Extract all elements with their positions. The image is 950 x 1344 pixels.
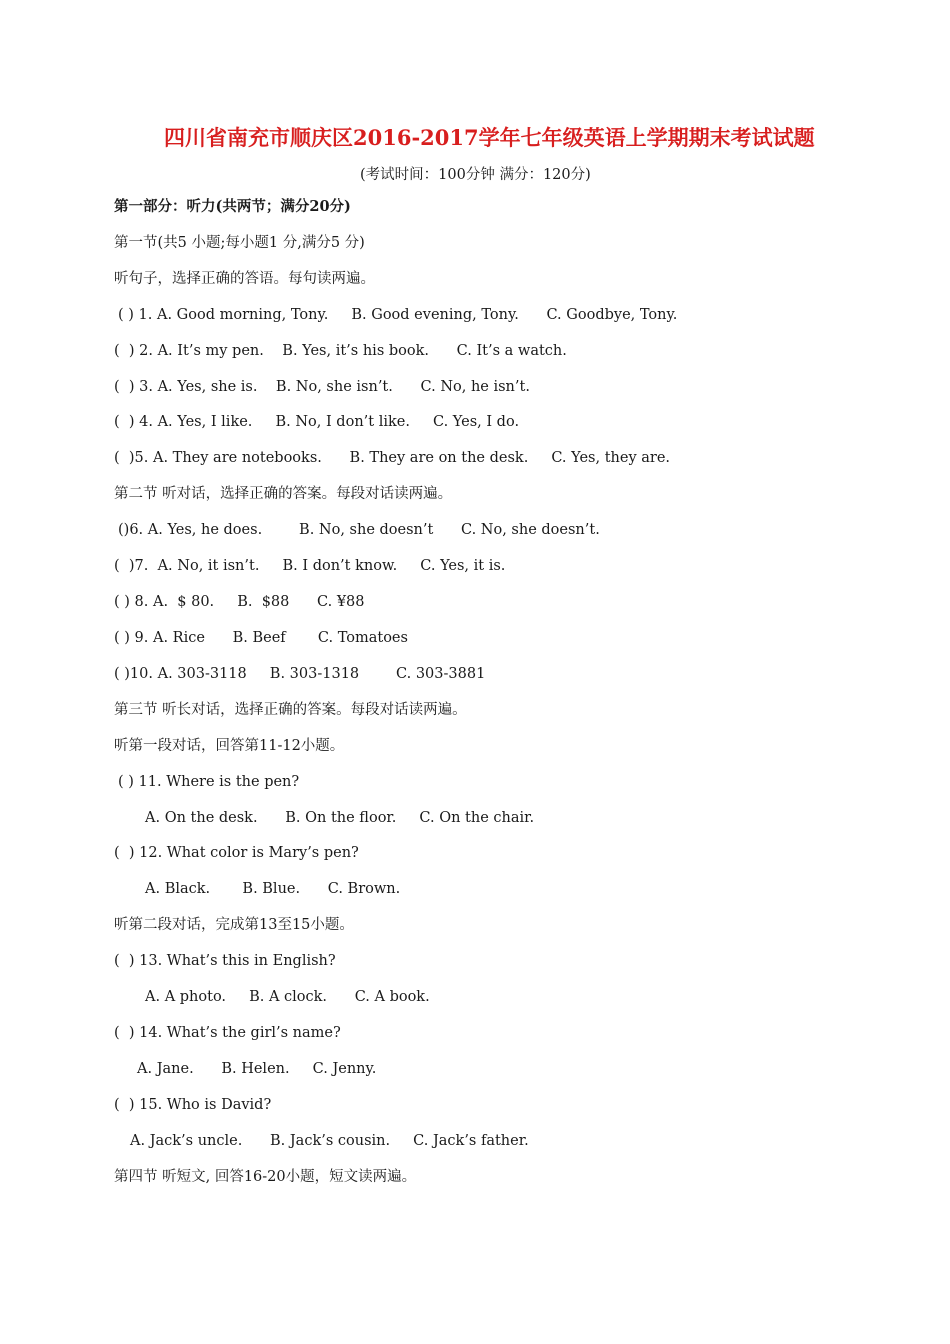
- question-2: ( ) 2. A. It’s my pen. B. Yes, it’s his book. C. It’s a watch.: [114, 343, 567, 359]
- question-7: ( )7. A. No, it isn’t. B. I don’t know. C. Yes, it is.: [114, 558, 506, 574]
- question-15-options: A. Jack’s uncle. B. Jack’s cousin. C. Jack’s father.: [130, 1133, 529, 1149]
- question-3: ( ) 3. A. Yes, she is. B. No, she isn’t. C. No, he isn’t.: [114, 379, 530, 395]
- question-8: ( ) 8. A. $ 80. B. $88 C. ¥88: [114, 594, 365, 610]
- question-15: ( ) 15. Who is David?: [114, 1097, 272, 1113]
- question-13-options: A. A photo. B. A clock. C. A book.: [145, 989, 430, 1005]
- page-title: 四川省南充市顺庆区2016-2017学年七年级英语上学期期末考试试题: [164, 125, 815, 150]
- question-6: ()6. A. Yes, he does. B. No, she doesn’t C. No, she doesn’t.: [118, 522, 600, 538]
- question-10: ( )10. A. 303-3118 B. 303-1318 C. 303-3881: [114, 666, 486, 682]
- question-5: ( )5. A. They are notebooks. B. They are on the desk. C. Yes, they are.: [114, 450, 671, 466]
- exam-time-info: (考试时间：100分钟 满分：120分): [360, 167, 591, 183]
- question-11-options: A. On the desk. B. On the floor. C. On the chair.: [145, 810, 535, 826]
- question-11: ( ) 11. Where is the pen?: [118, 774, 300, 790]
- section-heading: 第四节 听短文, 回答16-20小题，短文读两遍。: [114, 1169, 417, 1185]
- question-1: ( ) 1. A. Good morning, Tony. B. Good evening, Tony. C. Goodbye, Tony.: [118, 307, 678, 323]
- question-14-options: A. Jane. B. Helen. C. Jenny.: [137, 1061, 377, 1077]
- dialogue-instruction: 听第一段对话，回答第11-12小题。: [114, 738, 345, 754]
- dialogue-instruction: 听第二段对话，完成第13至15小题。: [114, 917, 354, 933]
- part-heading: 第一部分：听力(共两节；满分20分): [114, 198, 351, 215]
- section-instruction: 听句子，选择正确的答语。每句读两遍。: [114, 271, 375, 287]
- section-heading: 第三节 听长对话，选择正确的答案。每段对话读两遍。: [114, 702, 467, 718]
- question-9: ( ) 9. A. Rice B. Beef C. Tomatoes: [114, 630, 408, 646]
- question-12-options: A. Black. B. Blue. C. Brown.: [145, 881, 401, 897]
- question-12: ( ) 12. What color is Mary’s pen?: [114, 845, 359, 861]
- section-heading: 第一节(共5 小题;每小题1 分,满分5 分): [114, 235, 365, 251]
- section-heading: 第二节 听对话，选择正确的答案。每段对话读两遍。: [114, 486, 453, 502]
- question-14: ( ) 14. What’s the girl’s name?: [114, 1025, 341, 1041]
- question-4: ( ) 4. A. Yes, I like. B. No, I don’t like. C. Yes, I do.: [114, 414, 520, 430]
- question-13: ( ) 13. What’s this in English?: [114, 953, 336, 969]
